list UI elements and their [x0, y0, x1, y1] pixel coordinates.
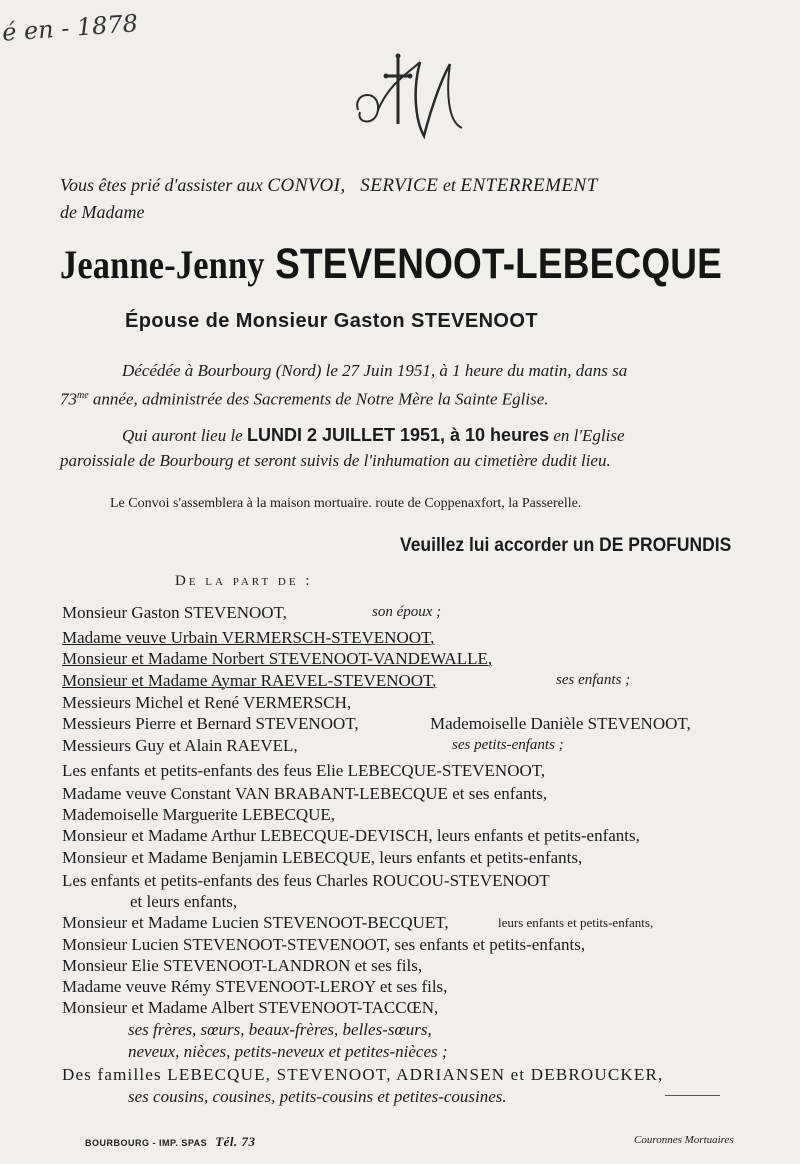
- family-line: [130, 891, 237, 912]
- family-line-text: Monsieur et Madame Norbert STEVENOOT-VANDEWALLE,: [62, 649, 493, 668]
- family-line: [62, 804, 335, 825]
- deceased-name: Jeanne-Jenny STEVENOOT-LEBECQUE: [60, 240, 723, 288]
- family-line-text: Monsieur et Madame Albert STEVENOOT-TACCŒN,: [62, 998, 439, 1017]
- part-de-heading: De la part de :: [175, 573, 313, 589]
- family-line: [62, 997, 438, 1018]
- family-line-text: Des familles LEBECQUE, STEVENOOT, ADRIANSEN et DEBROUCKER,: [62, 1065, 664, 1084]
- family-line-text: ses cousins, cousines, petits-cousins et petites-cousines.: [128, 1087, 507, 1106]
- family-line: [62, 783, 547, 804]
- family-line: [62, 976, 447, 997]
- family-line-note: ses petits-enfants ;: [452, 737, 564, 753]
- convoi-assembly-note: Le Convoi s'assemblera à la maison mortuaire. route de Coppenaxfort, la Passerelle.: [110, 496, 582, 511]
- family-line-note: ses enfants ;: [556, 672, 631, 688]
- family-line: [62, 847, 582, 868]
- family-line: [62, 602, 287, 623]
- family-line-text: et leurs enfants,: [130, 892, 238, 911]
- divider: [665, 1095, 720, 1096]
- family-line-text: Les enfants et petits-enfants des feus Elie LEBECQUE-STEVENOOT,: [62, 761, 546, 780]
- family-line-text: Madame veuve Rémy STEVENOOT-LEROY et ses fils,: [62, 977, 448, 996]
- death-details: Décédée à Bourbourg (Nord) le 27 Juin 1951, à 1 heure du matin, dans sa $73^{me}$ année, administrée des Sacrements de Notre Mère la Sainte Eglise.: [60, 361, 628, 409]
- footer-couronnes: Couronnes Mortuaires: [634, 1134, 734, 1146]
- family-line-text: Monsieur Elie STEVENOOT-LANDRON et ses fils,: [62, 956, 423, 975]
- cross-monogram-icon: [350, 52, 470, 142]
- family-line: [62, 760, 545, 781]
- spouse-line: Épouse de Monsieur Gaston STEVENOOT: [125, 310, 538, 332]
- family-line: [62, 735, 298, 756]
- family-line-note: leurs enfants et petits-enfants,: [498, 915, 654, 930]
- family-line-text: Monsieur et Madame Aymar RAEVEL-STEVENOOT,: [62, 671, 437, 690]
- family-line-note: Mademoiselle Danièle STEVENOOT,: [430, 714, 691, 733]
- family-line: [62, 627, 434, 648]
- invitation-text: Vous êtes prié d'assister aux CONVOI, SERVICE et ENTERREMENT de Madame: [60, 175, 598, 222]
- family-line-text: Madame veuve Urbain VERMERSCH-STEVENOOT,: [62, 628, 435, 647]
- family-line-text: Messieurs Guy et Alain RAEVEL,: [62, 736, 298, 755]
- family-line-text: Monsieur et Madame Arthur LEBECQUE-DEVISCH, leurs enfants et petits-enfants,: [62, 826, 640, 845]
- family-line: [62, 934, 585, 955]
- profundis-request: Veuillez lui accorder un DE PROFUNDIS: [400, 535, 732, 556]
- family-line-text: Messieurs Pierre et Bernard STEVENOOT,: [62, 714, 359, 733]
- family-line: [128, 1041, 448, 1062]
- ceremony-details: Qui auront lieu le LUNDI 2 JUILLET 1951, à 10 heures en l'Eglise paroissiale de Bourbourg et seront suivis de l'inhumation au cimetière dudit lieu.: [60, 425, 625, 470]
- family-line-text: Monsieur Lucien STEVENOOT-STEVENOOT, ses enfants et petits-enfants,: [62, 935, 586, 954]
- family-line: [128, 1086, 507, 1107]
- family-line: [62, 713, 359, 734]
- family-line-text: Monsieur Gaston STEVENOOT,: [62, 603, 287, 622]
- family-line: [62, 912, 449, 933]
- family-line: [62, 955, 422, 976]
- family-line: [62, 648, 492, 669]
- family-line-note: son époux ;: [372, 604, 442, 620]
- handwritten-note: é en - 1878: [1, 9, 139, 47]
- family-line-text: neveux, nièces, petits-neveux et petites-nièces ;: [128, 1042, 448, 1061]
- family-line-text: Mademoiselle Marguerite LEBECQUE,: [62, 805, 336, 824]
- family-line: [128, 1019, 432, 1040]
- family-line: [62, 1064, 663, 1085]
- family-line-text: Monsieur et Madame Benjamin LEBECQUE, leurs enfants et petits-enfants,: [62, 848, 583, 867]
- family-line: [62, 870, 550, 891]
- family-line: [62, 825, 640, 846]
- family-line-text: Monsieur et Madame Lucien STEVENOOT-BECQUET,: [62, 913, 449, 932]
- family-line-text: ses frères, sœurs, beaux-frères, belles-sœurs,: [128, 1020, 432, 1039]
- printer-credit: BOURBOURG - IMP. SPAS Tél. 73: [85, 1134, 256, 1149]
- family-line-text: Madame veuve Constant VAN BRABANT-LEBECQUE et ses enfants,: [62, 784, 548, 803]
- family-line: [62, 692, 351, 713]
- family-line-text: Les enfants et petits-enfants des feus Charles ROUCOU-STEVENOOT: [62, 871, 550, 890]
- family-line: [62, 670, 436, 691]
- family-line-text: Messieurs Michel et René VERMERSCH,: [62, 693, 352, 712]
